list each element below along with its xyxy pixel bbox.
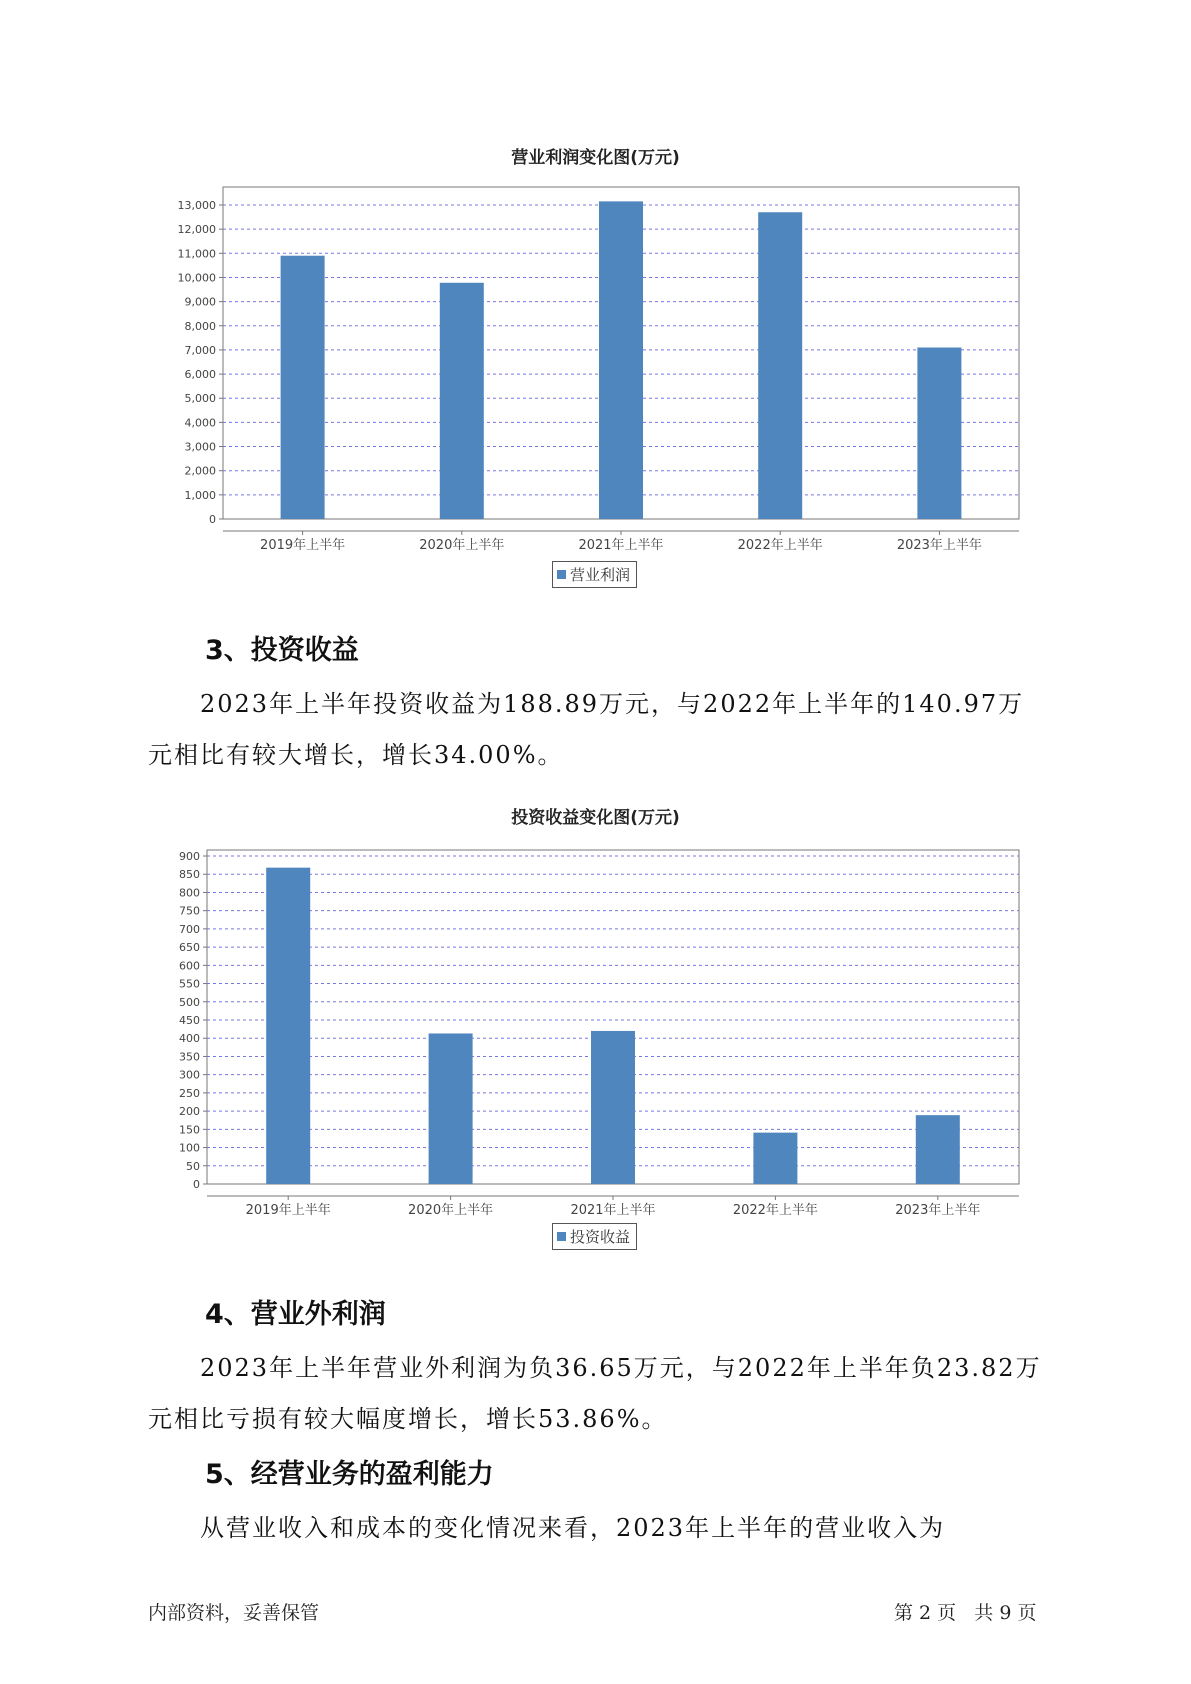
section4-paragraph xyxy=(148,1343,1048,1445)
section3-heading: 3、投资收益 xyxy=(205,635,359,666)
section5-text: 从营业收入和成本的变化情况来看，2023年上半年的营业收入为 xyxy=(200,1514,946,1542)
bar xyxy=(281,256,325,519)
y-tick-label: 13,000 xyxy=(177,199,216,212)
y-tick-label: 500 xyxy=(179,995,200,1009)
x-tick-label: 2023年上半年 xyxy=(896,538,982,553)
y-tick-label: 850 xyxy=(179,868,200,882)
chart1-title: 营业利润变化图(万元) xyxy=(511,148,680,168)
y-tick-label: 350 xyxy=(179,1050,200,1064)
y-tick-label: 400 xyxy=(179,1032,200,1046)
section5-paragraph xyxy=(148,1503,1048,1554)
section5-heading: 5、经营业务的盈利能力 xyxy=(205,1459,494,1490)
y-tick-label: 450 xyxy=(179,1014,200,1027)
bar xyxy=(266,868,310,1184)
section4-text: 2023年上半年营业外利润为负36.65万元，与2022年上半年负23.82万元相比亏损有较大幅度增长，增长53.86%。 xyxy=(148,1354,1042,1433)
y-tick-label: 5,000 xyxy=(184,392,216,406)
bar xyxy=(599,201,643,519)
y-tick-label: 3,000 xyxy=(184,440,216,454)
x-tick-label: 2020年上半年 xyxy=(408,1203,494,1218)
y-tick-label: 600 xyxy=(179,959,200,973)
y-tick-label: 6,000 xyxy=(184,368,216,382)
chart1-legend-label: 营业利润 xyxy=(570,566,631,584)
y-tick-label: 1,000 xyxy=(184,488,216,502)
x-tick-label: 2022年上半年 xyxy=(737,538,823,553)
y-tick-label: 250 xyxy=(179,1086,200,1100)
bar xyxy=(753,1133,797,1184)
bar xyxy=(917,348,961,519)
x-tick-label: 2020年上半年 xyxy=(419,538,505,553)
x-tick-label: 2019年上半年 xyxy=(260,538,346,553)
chart2-legend xyxy=(552,1223,637,1250)
y-tick-label: 50 xyxy=(186,1159,200,1173)
bar xyxy=(758,212,802,519)
y-tick-label: 12,000 xyxy=(177,223,216,237)
y-tick-label: 9,000 xyxy=(184,295,216,309)
chart1-legend xyxy=(552,561,637,588)
x-tick-label: 2022年上半年 xyxy=(732,1203,818,1218)
y-tick-label: 550 xyxy=(179,977,200,991)
bar xyxy=(429,1033,473,1184)
y-tick-label: 8,000 xyxy=(184,319,216,333)
y-tick-label: 900 xyxy=(179,850,200,863)
y-tick-label: 800 xyxy=(179,886,200,900)
x-tick-label: 2021年上半年 xyxy=(570,1203,656,1218)
x-tick-label: 2023年上半年 xyxy=(895,1203,981,1218)
y-tick-label: 7,000 xyxy=(184,343,216,357)
section3-paragraph xyxy=(148,679,1048,781)
y-tick-label: 0 xyxy=(209,513,216,526)
bar xyxy=(916,1115,960,1184)
y-tick-label: 0 xyxy=(193,1178,200,1191)
y-tick-label: 10,000 xyxy=(177,271,216,285)
footer-left: 内部资料，妥善保管 xyxy=(148,1602,320,1624)
y-tick-label: 200 xyxy=(179,1105,200,1119)
y-tick-label: 300 xyxy=(179,1068,200,1082)
y-tick-label: 750 xyxy=(179,904,200,918)
legend-swatch xyxy=(557,1232,566,1241)
y-tick-label: 11,000 xyxy=(177,247,216,261)
bar xyxy=(440,283,484,519)
footer-page-number: 第 2 页 共 9 页 xyxy=(894,1602,1037,1624)
chart2-legend-label: 投资收益 xyxy=(570,1228,631,1246)
investment-income-chart xyxy=(0,838,1191,1218)
y-tick-label: 100 xyxy=(179,1141,200,1155)
chart2-title: 投资收益变化图(万元) xyxy=(511,808,680,828)
section4-heading: 4、营业外利润 xyxy=(205,1299,386,1330)
section3-text: 2023年上半年投资收益为188.89万元，与2022年上半年的140.97万元相比有较大增长，增长34.00%。 xyxy=(148,690,1025,769)
y-tick-label: 150 xyxy=(179,1123,200,1137)
y-tick-label: 650 xyxy=(179,941,200,955)
bar xyxy=(591,1031,635,1184)
y-tick-label: 4,000 xyxy=(184,416,216,430)
x-tick-label: 2021年上半年 xyxy=(578,538,664,553)
y-tick-label: 700 xyxy=(179,922,200,936)
legend-swatch xyxy=(557,570,566,579)
operating-profit-chart xyxy=(0,175,1191,553)
x-tick-label: 2019年上半年 xyxy=(245,1203,331,1218)
y-tick-label: 2,000 xyxy=(184,464,216,478)
